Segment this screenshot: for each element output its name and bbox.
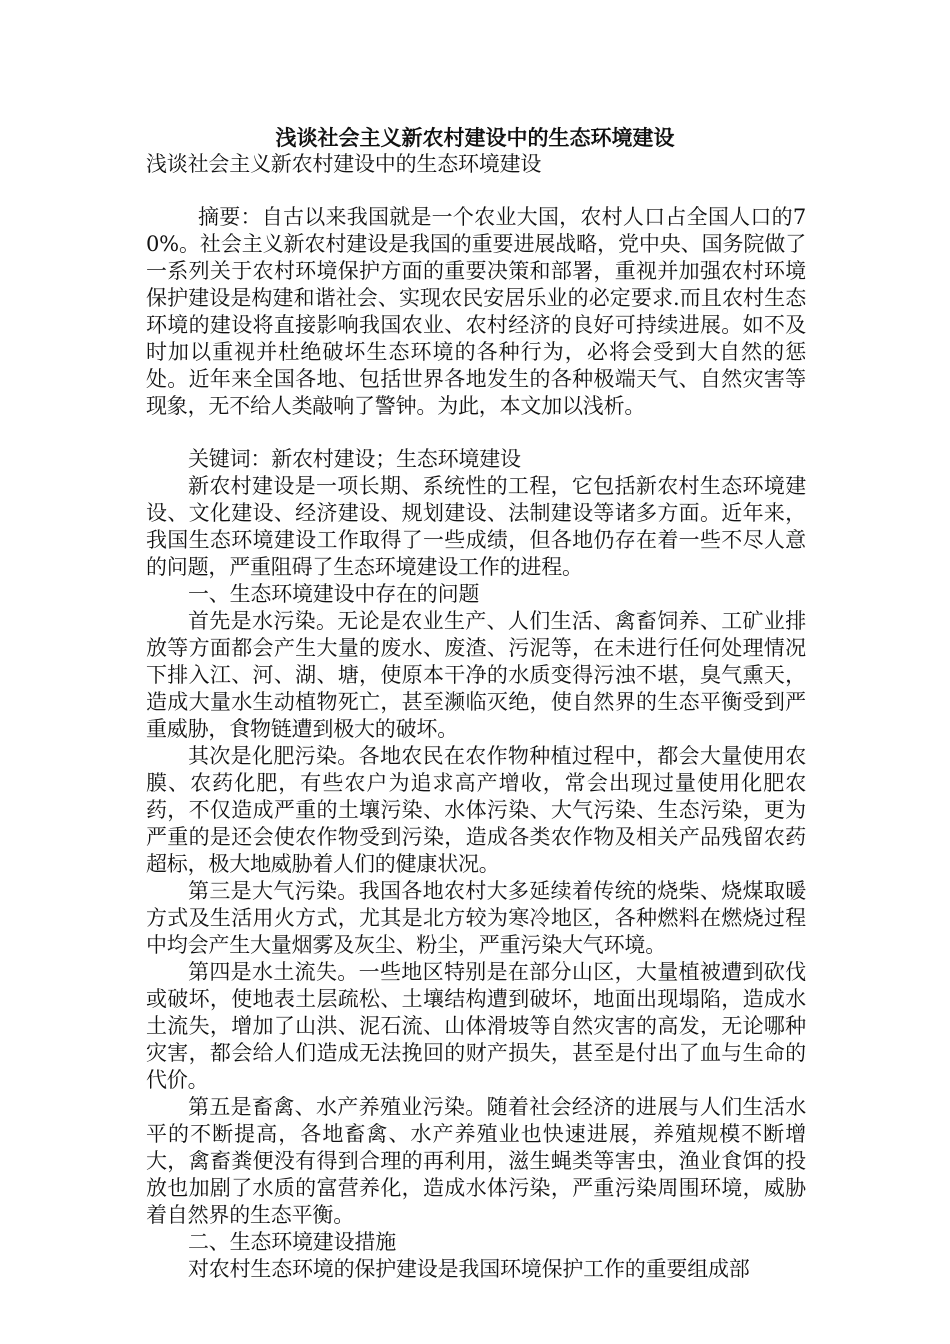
intro-paragraph: 新农村建设是一项长期、系统性的工程，它包括新农村生态环境建设、文化建设、经济建设、规划建设、法制建设等诸多方面。近年来，我国生态环境建设工作取得了一些成绩，但各地仍存在着一些不尽人意的问题，严重阻碍了生态环境建设工作的进程。 xyxy=(146,474,806,579)
paragraph-air-pollution: 第三是大气污染。我国各地农村大多延续着传统的烧柴、烧煤取暖方式及生活用火方式，尤其是北方较为寒冷地区，各种燃料在燃烧过程中均会产生大量烟雾及灰尘、粉尘，严重污染大气环境。 xyxy=(146,879,806,957)
paragraph-livestock-pollution: 第五是畜禽、水产养殖业污染。随着社会经济的进展与人们生活水平的不断提高，各地畜禽、水产养殖业也快速进展，养殖规模不断增大，禽畜粪便没有得到合理的再利用，滋生蝇类等害虫，渔业食饵的投放也加剧了水质的富营养化，造成水体污染，严重污染周围环境，威胁着自然界的生态平衡。 xyxy=(146,1095,806,1227)
paragraph-water-pollution: 首先是水污染。无论是农业生产、人们生活、禽畜饲养、工矿业排放等方面都会产生大量的废水、废渣、污泥等，在未进行任何处理情况下排入江、河、湖、塘，使原本干净的水质变得污浊不堪，臭气熏天，造成大量水生动植物死亡，甚至濒临灭绝，使自然界的生态平衡受到严重威胁，食物链遭到极大的破坏。 xyxy=(146,609,806,741)
paragraph-measures-start: 对农村生态环境的保护建设是我国环境保护工作的重要组成部 xyxy=(188,1257,750,1281)
paragraph-fertilizer-pollution: 其次是化肥污染。各地农民在农作物种植过程中，都会大量使用农膜、农药化肥，有些农户为追求高产增收，常会出现过量使用化肥农药，不仅造成严重的土壤污染、水体污染、大气污染、生态污染，更为严重的是还会使农作物受到污染，造成各类农作物及相关产品残留农药超标，极大地威胁着人们的健康状况。 xyxy=(146,744,806,876)
paragraph-soil-erosion: 第四是水土流失。一些地区特别是在部分山区，大量植被遭到砍伐或破坏，使地表土层疏松、土壤结构遭到破坏，地面出现塌陷，造成水土流失，增加了山洪、泥石流、山体滑坡等自然灾害的高发，无论哪种灾害，都会给人们造成无法挽回的财产损失，甚至是付出了血与生命的代价。 xyxy=(146,960,806,1092)
section-heading-problems: 一、生态环境建设中存在的问题 xyxy=(188,582,480,606)
document-subtitle: 浅谈社会主义新农村建设中的生态环境建设 xyxy=(146,152,542,176)
section-heading-measures: 二、生态环境建设措施 xyxy=(188,1230,396,1254)
keywords-line: 关键词：新农村建设；生态环境建设 xyxy=(188,447,521,471)
blank-line xyxy=(146,178,806,204)
document-body xyxy=(146,151,806,1283)
abstract-paragraph: 摘要：自古以来我国就是一个农业大国，农村人口占全国人口的70%。社会主义新农村建设是我国的重要进展战略，党中央、国务院做了一系列关于农村环境保护方面的重要决策和部署，重视并加强农村环境保护建设是构建和谐社会、实现农民安居乐业的必定要求.而且农村生态环境的建设将直接影响我国农业、农村经济的良好可持续进展。如不及时加以重视并杜绝破坏生态环境的各种行为，必将会受到大自然的惩处。近年来全国各地、包括世界各地发生的各种极端天气、自然灾害等现象，无不给人类敲响了警钟。为此，本文加以浅析。 xyxy=(146,205,806,418)
blank-line xyxy=(146,420,806,446)
document-title: 浅谈社会主义新农村建设中的生态环境建设 xyxy=(275,125,675,150)
